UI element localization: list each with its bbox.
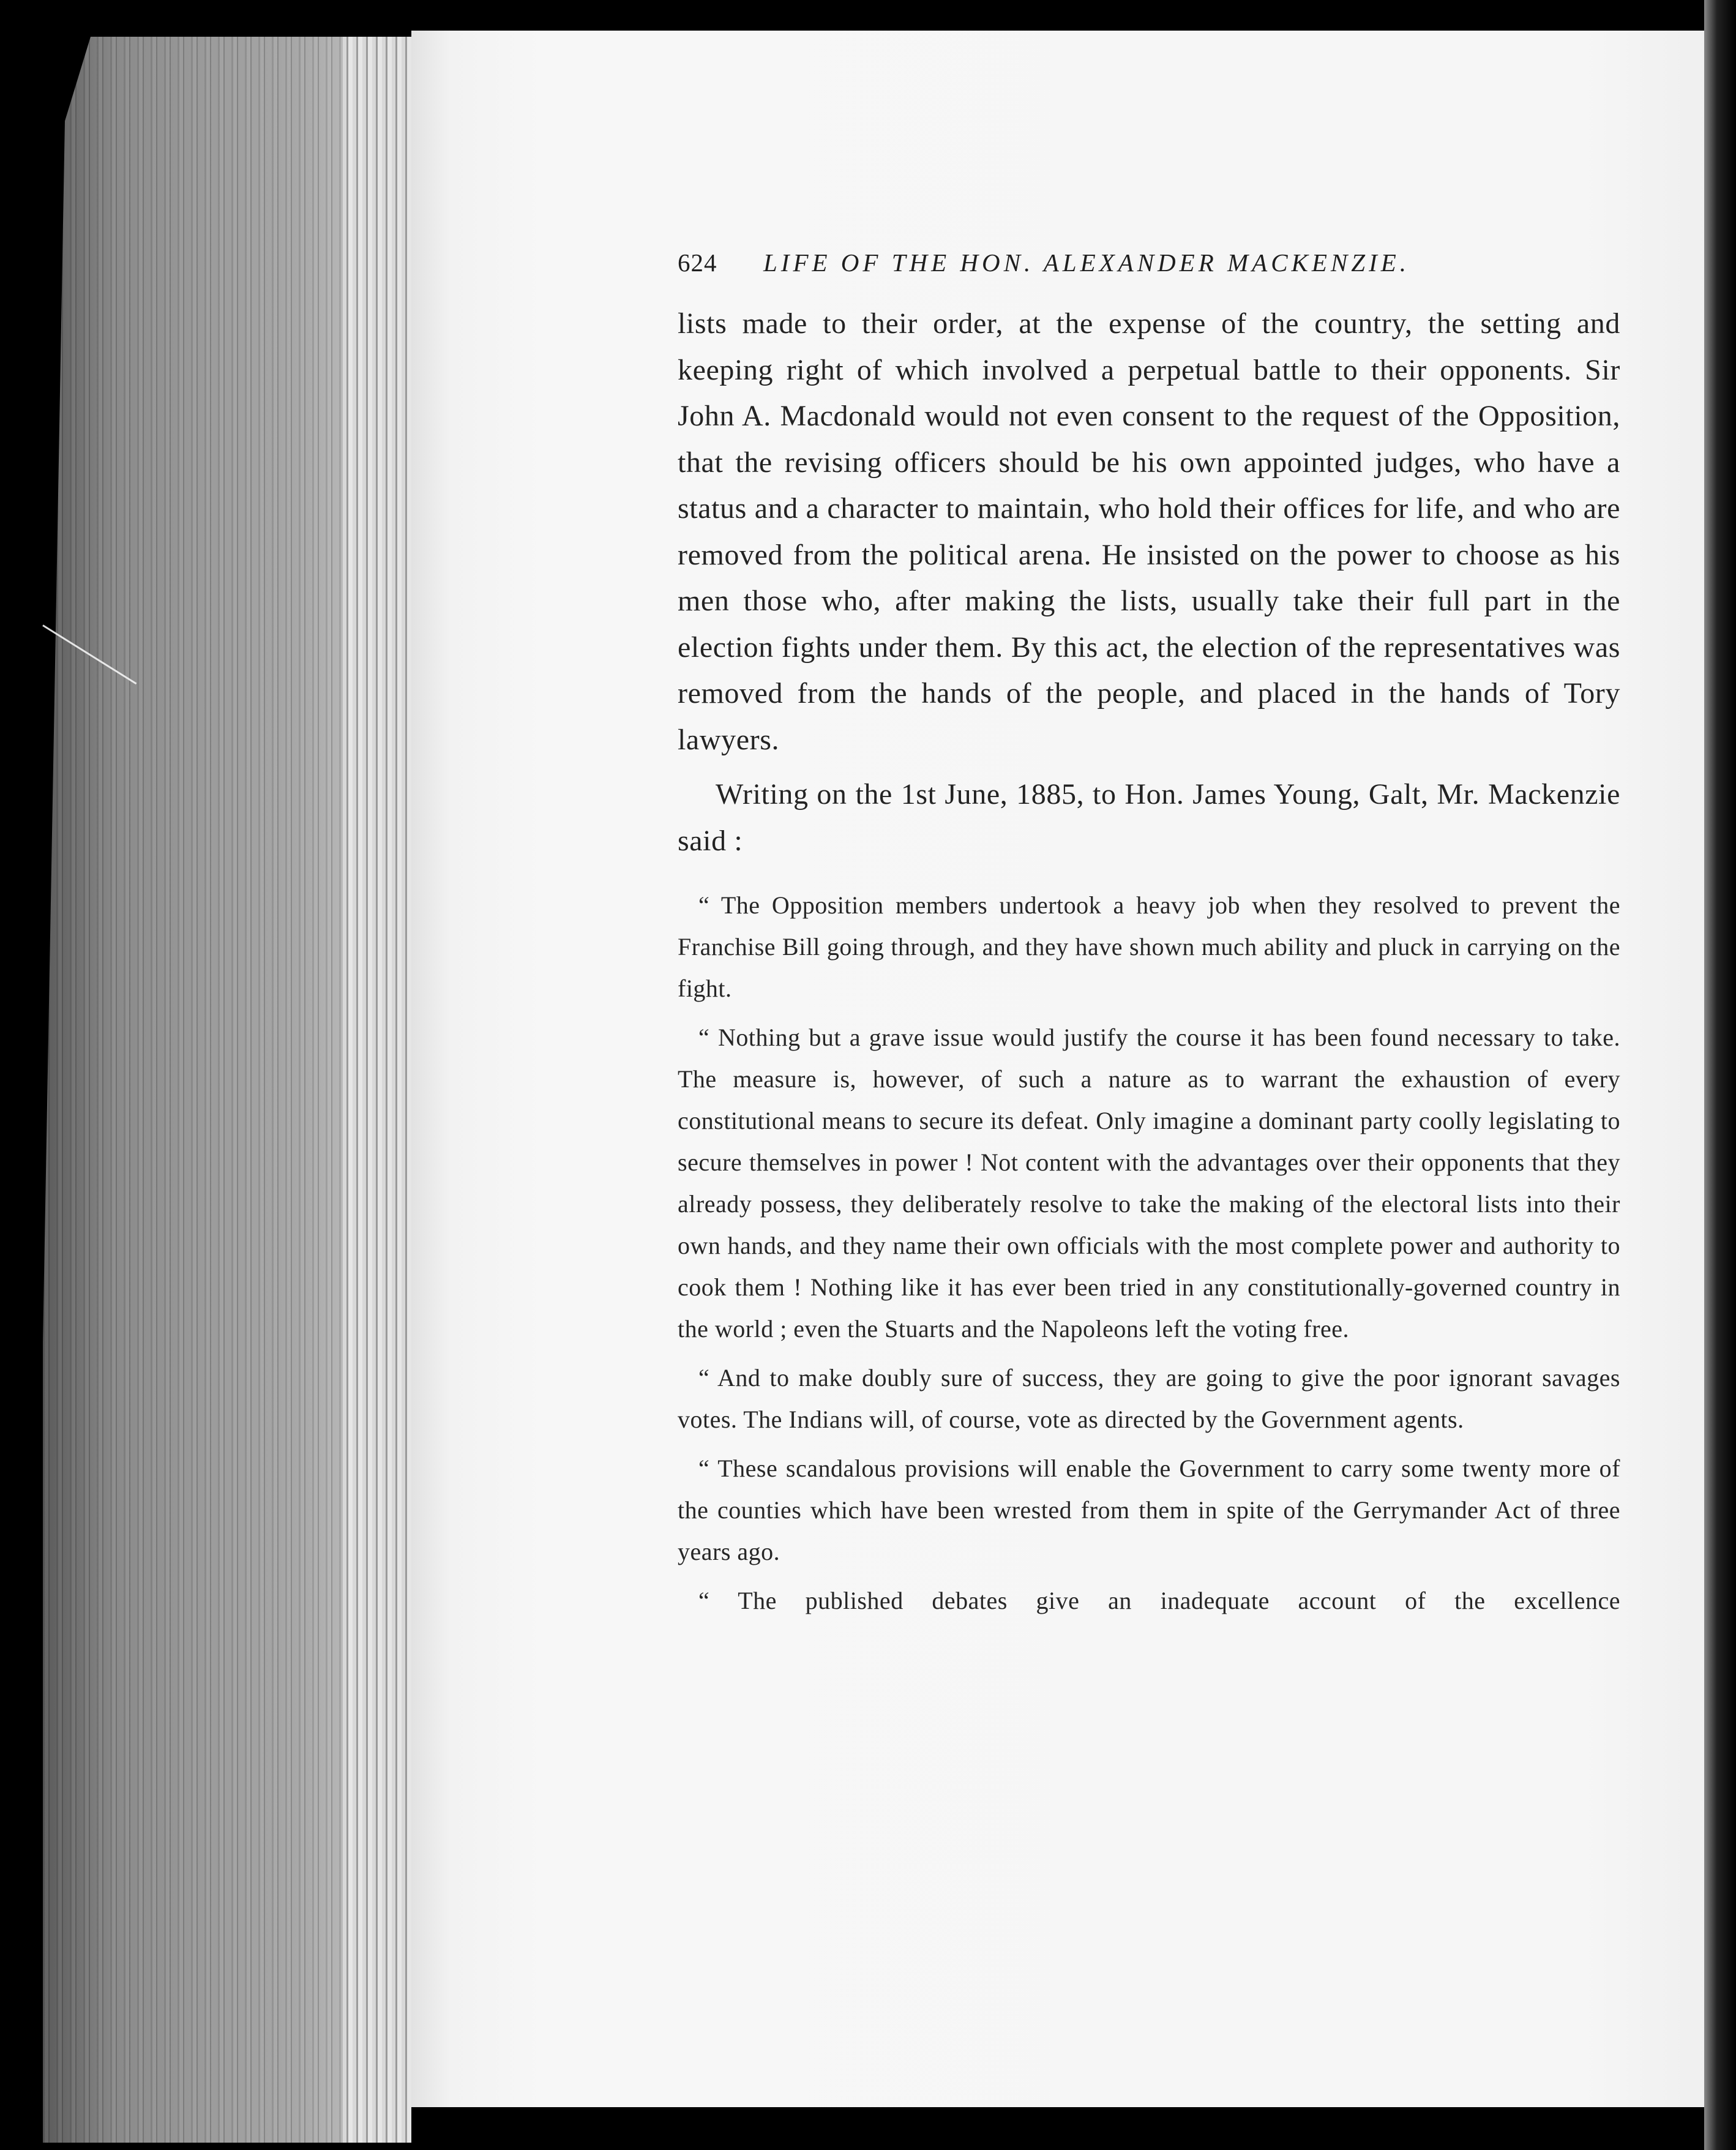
- scan-right-shadow: [1704, 0, 1736, 2150]
- page-number: 624: [678, 249, 717, 277]
- quote-paragraph-3: “ And to make doubly sure of success, they are going to give the poor ignorant savages votes. The Indians will, of course, vote as directed by the Government agents.: [678, 1364, 1620, 1433]
- page-stack-edge: [343, 37, 416, 2143]
- book-page: [411, 31, 1709, 2130]
- letter-quotation: [678, 885, 1620, 1622]
- quote-paragraph-5: “ The published debates give an inadequate account of the excellence: [698, 1587, 1620, 1614]
- scan-bottom-shadow: [411, 2107, 1736, 2150]
- body-paragraph-2: Writing on the 1st June, 1885, to Hon. James Young, Galt, Mr. Mackenzie said :: [678, 778, 1620, 857]
- running-title: LIFE OF THE HON. ALEXANDER MACKENZIE.: [763, 249, 1410, 277]
- quote-paragraph-2: “ Nothing but a grave issue would justify the course it has been found necessary to take. The measure is, however, of such a nature as to warrant the exhaustion of every constitutional means to secure its defeat. Only imagine a dominant party coolly legislating to secure themselves in power ! Not content with the advantages over their opponents that they already possess, they deliberately resolve to take the making of the electoral lists into their own hands, and they name their own officials with the most complete power and authority to cook them ! Nothing like it has ever been tried in any constitutionally-governed country in the world ; even the Stuarts and the Napoleons left the voting free.: [678, 1024, 1620, 1343]
- page-content: [678, 248, 1620, 1629]
- body-paragraph-1: lists made to their order, at the expense of the country, the setting and keeping right of which involved a perpetual battle to their opponents. Sir John A. Macdonald would not even consent to the request of the Opposition, that the revising officers should be his own appointed judges, who have a status and a character to maintain, who hold their offices for life, and who are removed from the political arena. He insisted on the power to choose as his men those who, after making the lists, usually take their full part in the election fights under them. By this act, the election of the representatives was removed from the hands of the people, and placed in the hands of Tory lawyers.: [678, 307, 1620, 756]
- quote-paragraph-4: “ These scandalous provisions will enable the Government to carry some twenty more of the counties which have been wrested from them in spite of the Gerrymander Act of three years ago.: [678, 1455, 1620, 1565]
- quote-paragraph-1: “ The Opposition members undertook a heavy job when they resolved to prevent the Franchise Bill going through, and they have shown much ability and pluck in carrying on the fight.: [678, 891, 1620, 1002]
- running-head: [678, 248, 1620, 277]
